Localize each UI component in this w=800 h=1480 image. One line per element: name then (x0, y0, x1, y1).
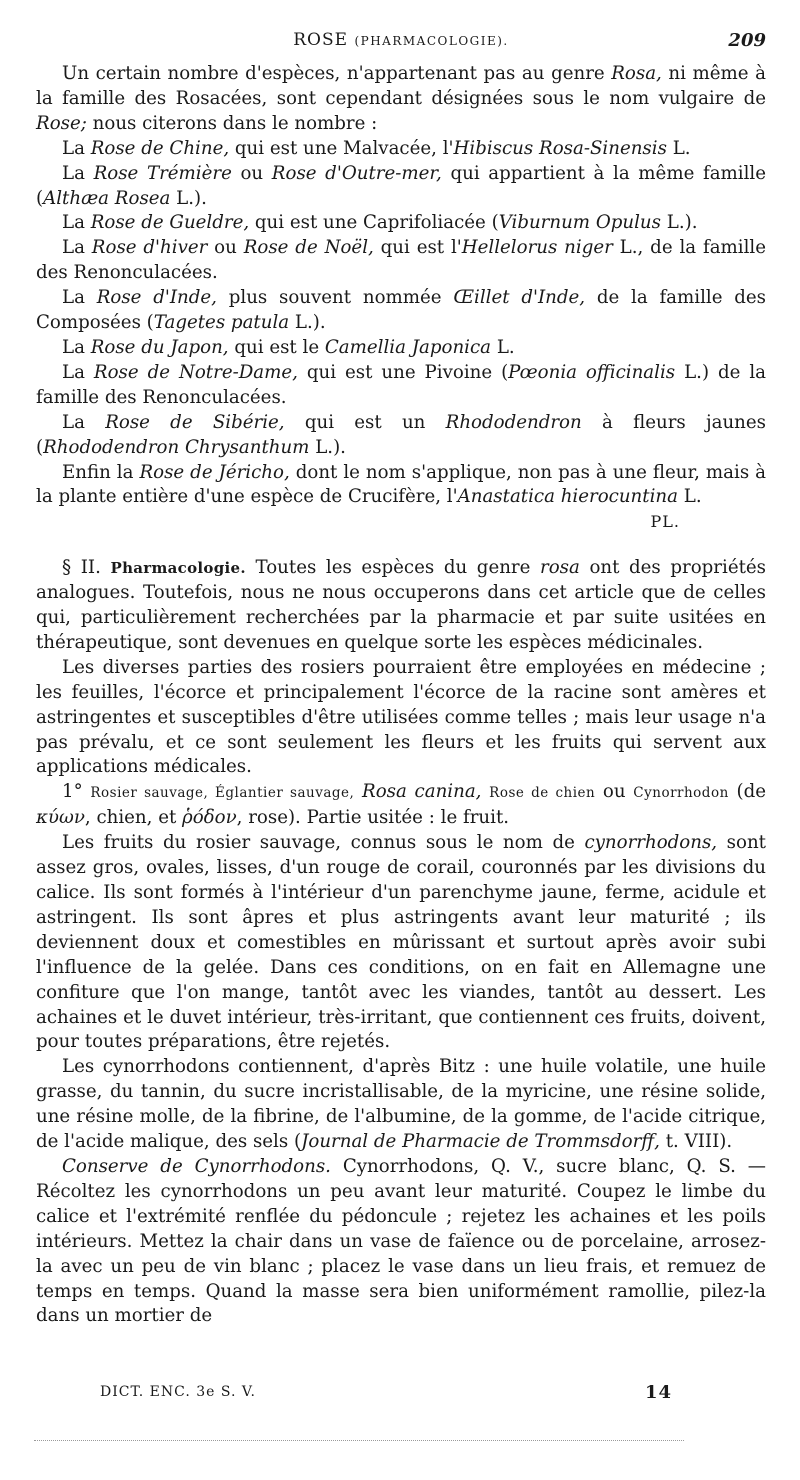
greek-run: ῥόδον (182, 807, 237, 829)
italic-run: Journal de Pharmacie de Trommsdorff, (301, 1131, 660, 1153)
text-run: qui est l' (373, 237, 462, 259)
italic-run: Rhododendron Chrysanthum (43, 436, 310, 458)
text-run: L.). (309, 436, 346, 458)
section-heading-paragraph (36, 556, 766, 656)
text-run: plus souvent nommée (216, 287, 454, 309)
italic-run: Tagetes patula (153, 312, 290, 334)
rosier-sauvage-paragraph (36, 780, 766, 831)
text-run: ont des propriétés analogues. Toutefois, nous ne nous occuperons dans cet article que de celles qui, particulièrement recherchées par la pharmacie et par suite usitées en thérapeutique, sont devenues en quelque sorte les espèces médicinales. (36, 557, 766, 653)
text-run: nous citerons dans le nombre : (86, 112, 378, 134)
text-run: La (62, 237, 92, 259)
text-run: (de (728, 781, 766, 803)
small-caps-run: Cynorrhodon (633, 785, 729, 802)
text-run: La (62, 287, 97, 309)
body-text (36, 62, 766, 1329)
italic-run: Rose d'Inde, (96, 287, 217, 309)
rose-name-entry (36, 411, 766, 461)
rose-name-entry (36, 336, 766, 361)
text-run: de la famille des Composées ( (36, 287, 767, 334)
italic-run: Rose Trémière (93, 162, 232, 184)
text-run: La (62, 162, 94, 184)
rose-name-entry (36, 286, 766, 336)
italic-run: Anastatica hierocuntina (457, 486, 678, 508)
text-run: L.). (660, 212, 698, 234)
section-number: § II. (62, 557, 101, 579)
text-run: La (62, 361, 94, 383)
conserve-paragraph (36, 1155, 766, 1329)
italic-run: Conserve de Cynorrhodons. (62, 1155, 331, 1177)
rose-name-entry (36, 461, 766, 511)
text-run: L., de la famille des Renonculacées. (36, 237, 766, 284)
text-run: qui appartient à la même famille ( (36, 162, 767, 209)
sheet-number: 14 (645, 1382, 673, 1403)
text-run: qui est un (284, 411, 446, 433)
italic-run: Rose de Sibérie, (105, 411, 285, 433)
italic-run: Rose de Gueldre, (90, 212, 250, 234)
italic-run: Rose de Noël, (243, 237, 374, 259)
text-run: Les fruits du rosier sauvage, connus sous le nom de (62, 832, 585, 854)
italic-run: Rose d'Outre-mer, (271, 162, 442, 184)
rose-name-entry (36, 162, 766, 212)
text-run: Enfin la (62, 461, 140, 483)
composition-paragraph (36, 1055, 766, 1155)
italic-run: Rose de Notre-Dame, (93, 361, 298, 383)
italic-run: Hibiscus Rosa-Sinensis (453, 137, 667, 159)
text-run: ou (231, 162, 272, 184)
section-gap (36, 535, 766, 556)
rose-name-entry (36, 236, 766, 286)
intro-paragraph (36, 62, 766, 137)
text-run: à fleurs jaunes ( (36, 411, 766, 458)
text-run: L. (491, 336, 515, 358)
italic-run: Pœonia officinalis (508, 361, 676, 383)
bottom-dotted-rule (34, 1440, 684, 1441)
text-run: La (62, 411, 106, 433)
text-run: qui est le (228, 336, 325, 358)
italic-run: Œillet d'Inde, (453, 287, 586, 309)
italic-run: Rosa, (611, 63, 662, 84)
text-run: ni même à la famille des Rosacées, sont cependant désignées sous le nom vulgaire de (36, 63, 766, 109)
italic-run: Rose de Chine, (90, 137, 230, 159)
text-run: qui est une Malvacée, l' (229, 137, 454, 159)
author-signature: PL. (650, 512, 680, 532)
running-header (36, 30, 766, 56)
text-run: L.). (289, 312, 326, 334)
italic-run: Rose d'hiver (91, 237, 208, 259)
text-run: La (62, 336, 91, 358)
page-footer (100, 1382, 700, 1410)
text-run: , rose). Partie usitée : le fruit. (236, 807, 510, 829)
small-caps-run: Rose de chien (489, 785, 596, 802)
italic-run: cynorrhodons, (584, 832, 718, 854)
text-run: La (62, 212, 91, 234)
parts-paragraph: Les diverses parties des rosiers pourraient être employées en médecine ; les feuilles, l'écorce et principalement l'écorce de la racine sont amères et astringentes et susceptibles d'être utilisées comme telles ; mais leur usage n'a pas prévalu, et ce sont seulement les fleurs et les fruits qui servent aux applications médicales. (36, 656, 766, 778)
text-run: qui est une Caprifoliacée ( (249, 212, 499, 234)
text-run: , chien, et (84, 807, 183, 829)
text-run: L.). (170, 187, 207, 209)
text-run: 1° (62, 781, 91, 803)
text-run: dont le nom s'applique, non pas à une fleur, mais à la plante entière d'une espèce de Crucifère, l' (36, 461, 766, 508)
text-run: La (62, 137, 91, 159)
section-heading: Pharmacologie. (110, 559, 246, 578)
rose-name-entry (36, 361, 766, 411)
text-run: qui est une Pivoine ( (297, 361, 509, 383)
header-title-section: (PHARMACOLOGIE). (354, 34, 509, 48)
header-title-word: ROSE (293, 30, 349, 50)
italic-run: Hellelorus niger (461, 237, 613, 259)
fruits-paragraph (36, 831, 766, 1055)
rose-name-list (36, 137, 766, 511)
rose-name-entry (36, 211, 766, 236)
text-run: L. (677, 486, 702, 508)
text-run: Un certain nombre d'espèces, n'appartenant pas au genre (62, 63, 612, 84)
italic-run: Viburnum Opulus (498, 212, 661, 234)
italic-run: Althæa Rosea (43, 187, 171, 209)
italic-run: Rosa canina, (362, 781, 482, 803)
text-run: ou (207, 237, 244, 259)
text-run: ou (595, 781, 634, 803)
signature-mark: DICT. ENC. 3e S. V. (100, 1384, 256, 1400)
italic-run: rosa (540, 557, 580, 579)
italic-run: Rose; (36, 112, 87, 134)
text-run: Cynorrhodons, Q. V., sucre blanc, Q. S. — Récoltez les cynorrhodons un peu avant leur maturité. Coupez le limbe du calice et l'extrémité renflée du pédoncule ; rejetez les achaines et les poils intérieurs. Mettez la chair dans un vase de faïence ou de porcelaine, arrosez-la avec un peu de vin blanc ; placez le vase dans un lieu frais, et remuez de temps en temps. Quand la masse sera bien uniformément ramollie, pilez-la dans un mortier de (36, 1155, 766, 1327)
text-run: sont assez gros, ovales, lisses, d'un rouge de corail, couronnés par les divisions du calice. Ils sont formés à l'intérieur d'un parenchyme jaune, ferme, acidule et astringent. Ils sont âpres et plus astringents avant leur maturité ; ils deviennent doux et comestibles en mûrissant et surtout après avoir subi l'influence de la gelée. Dans ces conditions, on en fait en Allemagne une confiture que l'on mange, tantôt avec les viandes, tantôt au dessert. Les achaines et le duvet intérieur, très-irritant, que contiennent ces fruits, doivent, pour toutes préparations, être rejetés. (36, 832, 766, 1053)
page-number: 209 (728, 30, 766, 51)
text-run: L. (666, 137, 691, 159)
italic-run: Rhododendron (445, 411, 582, 433)
greek-run: κύων (36, 807, 85, 829)
text-run: Les cynorrhodons contiennent, d'après Bitz : une huile volatile, une huile grasse, du tannin, du sucre incristallisable, de la myricine, une résine solide, une résine molle, de la fibrine, de l'albumine, de la gomme, de l'acide citrique, de l'acide malique, des sels ( (36, 1056, 766, 1153)
text-run: Toutes les espèces du genre (245, 557, 540, 579)
italic-run: Rose de Jéricho, (139, 461, 290, 483)
text-run: L.) de la famille des Renonculacées. (36, 361, 767, 408)
header-title (36, 30, 766, 50)
italic-run: Rose du Japon, (90, 336, 229, 358)
rose-name-entry (36, 137, 766, 162)
small-caps-run: Rosier sauvage, Églantier sauvage, (90, 785, 355, 802)
text-run: t. VIII). (659, 1131, 733, 1153)
italic-run: Camellia Japonica (324, 336, 492, 358)
